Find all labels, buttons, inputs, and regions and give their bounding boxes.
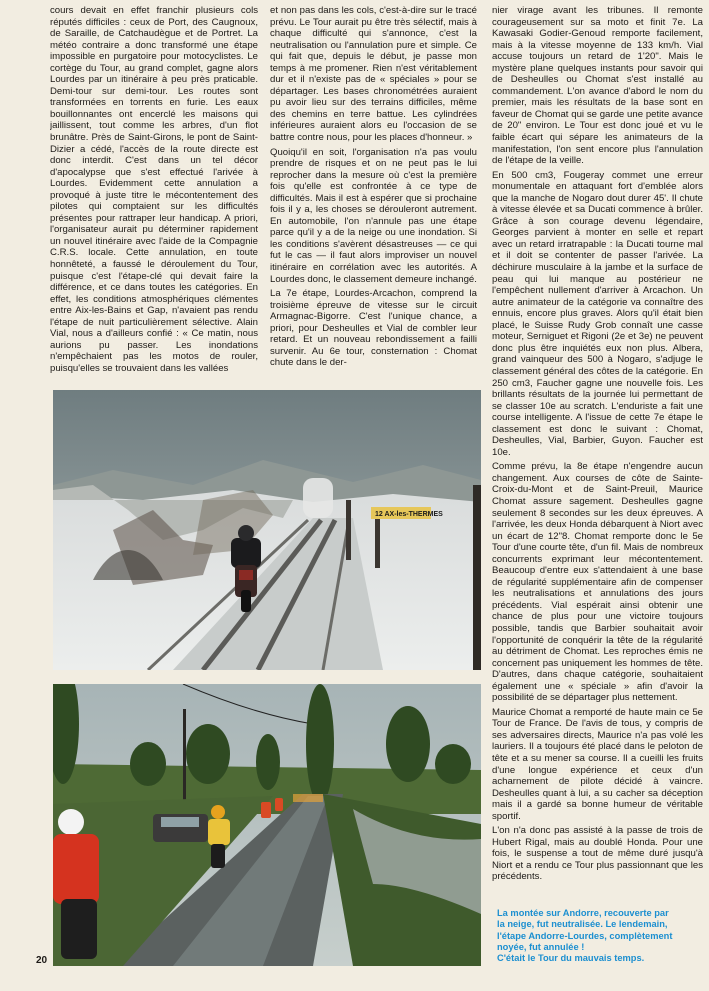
page-number: 20 (36, 955, 48, 966)
snow-road-image (53, 390, 481, 670)
caption-line: l'étape Andorre-Lourdes, complètement (497, 930, 673, 941)
road-sign: 12 AX-les-THERMES (375, 511, 443, 518)
paragraph: Maurice Chomat a remporté de haute main ce 5e Tour de France. De l'avis de tous, y compris de ses adversaires directs, Maurice n'a pas volé les lauriers. Il a toujours été placé dans le peloton de tête et a su mener sa course. Il a cueilli les fruits d'une longue expérience et ceux d'un acharnement de pilote décidé à vaincre. Desheulles quant à lui, a su cacher sa déception mais il a gardé sa bonne humeur de véritable sportif. (492, 706, 703, 822)
caption-line: C'était le Tour du mauvais temps. (497, 953, 645, 964)
caption-line: La montée sur Andorre, recouverte par (497, 908, 669, 918)
flooded-road-image (53, 684, 481, 966)
article-column-1 (50, 5, 258, 388)
snow-road-photo (53, 390, 481, 670)
paragraph: et non pas dans les cols, c'est-à-dire sur le tracé prévu. Le Tour aurait pu être très sélectif, mais à chaque difficulté qui s'annonce, c'est la neutralisation ou l'annulation pure et simple. Ce qui fait que, depuis le début, je passe mon temps à me promener. Rien n'est véritablement dur et il n'existe pas de « spéciales » pour se départager. Les bases chronométrées auraient pu avoir lieu sur des terrains difficiles, même des chemins en terre battue. Les cylindrées inférieures auraient alors eu l'occasion de se battre contre nous, pour les places d'honneur. » (270, 5, 477, 144)
article-column-2 (270, 5, 477, 388)
parked-car (153, 814, 208, 842)
article-column-3 (492, 5, 703, 905)
caption-line: la neige, fut neutralisée. Le lendemain, (497, 919, 668, 930)
paragraph: Quoiqu'il en soit, l'organisation n'a pas voulu prendre de risques et on ne peut pas le lui reprocher dans la mesure où c'est la première fois qu'elle est confrontée à ce type de difficultés. Mais il est à espérer que si prochaine fois il y a, les choses se dérouleront autrement. En automobile, l'on n'annule pas une étape parce qu'il y a de la neige ou une inondation. Si les conditions s'avèrent désastreuses — ce qui fut le cas — il faut alors improviser un nouvel itinéraire en corrélation avec les autorités. A Lourdes donc, le classement demeure inchangé. (270, 146, 477, 285)
paragraph: La 7e étape, Lourdes-Arcachon, comprend la troisième épreuve de vitesse sur le circuit Armagnac-Bigorre. C'est l'unique chance, a priori, pour Desheulles et Vial de combler leur retard. Et un nouveau rebondissement a failli survenir. Au 6e tour, consternation : Chomat chute dans le der- (270, 288, 477, 369)
caption-line: noyée, fut annulée ! (497, 941, 585, 952)
paragraph: nier virage avant les tribunes. Il remonte courageusement sur sa moto et finit 7e. La Kawasaki Godier-Genoud remporte facilement, mais à la vitesse moyenne de 133 km/h. Vial accuse toujours un retard de 1'20". Mais le mystère plane quelques instants pour savoir qui de Desheulles ou Chomat s'est installé au commandement. L'on avance d'abord le nom du premier, mais les résultats de la base sont en faveur de Chomat qui se garde une petite avance de 20" environ. Le Tour est donc joué et vu le faible écart qui sépare les animateurs de la manifestation, l'on sent encore plus l'annulation de l'étape de la veille. (492, 5, 703, 167)
paragraph: Comme prévu, la 8e étape n'engendre aucun changement. Aux courses de côte de Sainte-Croix-du-Mont et de Saint-Preuil, Maurice Chomat assure sagement. Desheulles gagne seulement 8 secondes sur les deux épreuves. A l'arrivée, les deux Honda débarquent à Niort avec un écart de 12"8. Chomat remporte donc le 5e Tour d'une courte tête, d'un fil. Mais de nombreux concurrents exprimant leur mécontentement. Beaucoup d'entre eux s'attendaient à une base de régularité supplémentaire afin de compenser les neutralisations et annulations des jours précédents. Vial espérait ainsi obtenir une chance de plus pour une victoire toujours possible, tandis que Barbier souhaitait avoir l'opportunité de conquérir la tête de la régularité au détriment de Chomat. Les reproches émis ne concernent pas uniquement les hommes de tête. D'autres, dans chaque catégorie, souhaitaient également une « spéciale » afin d'avoir la possibilité de se départager plus nettement. (492, 461, 703, 704)
paragraph: En 500 cm3, Fougeray commet une erreur monumentale en attaquant fort d'emblée alors que la manche de Nogaro dout durer 45'. Il chute à vitesse élevée et sa Ducati commence à brûler. Grâce à son courage devenu légendaire, Georges parvient à monter en selle et repart avec un retard irratrapable : la Ducati tourne mal et il doit se contenter de passer l'arivée. La déchirure musculaire à la jambe et la surface de peau qui lui manque au postérieur ne l'empêchent nullement d'arriver à Arcachon. Un autre animateur de la catégorie va connaître des ennuis, encore plus graves. Alors qu'il était bien placé, le Suisse Rudy Grob connaît une casse moteur, Serniguet et Rigoni (2e et 3e) ne peuvent donc plus être inquiétés eux non plus. Albera, grand vainqueur des 500 à Nogaro, s'adjuge le classement général des côtes de la catégorie. En 250 cm3, Faucher gagne une nouvelle fois. Les brillants résultats de la journée lui permettant de se classer 10e au scratch. L'enduriste a fait une course intelligente. A l'issue de cette 7e étape le classement est donc le suivant : Chomat, Desheulles, Vial, Barbier, Guyon. Faucher est 10e. (492, 169, 703, 458)
paragraph: L'on n'a donc pas assisté à la passe de trois de Hubert Rigal, mais au doublé Honda. Pour une fois, le suspense a tout de même duré jusqu'à Niort et a rendu ce Tour plus passionnant que les précédents. (492, 825, 703, 883)
paragraph: cours devait en effet franchir plusieurs cols réputés difficiles : ceux de Port, des Caugnoux, de Saraille, de Catchaudègue et de Portret. La météo contraire a donc transformé une étape impossible en purgatoire pour motocyclistes. Le cortège du Tour, au grand complet, gagne alors Lourdes par un itinéraire à peu près praticable. Demi-tour sur demi-tour. Les routes sont transformées en torrents en furie. Les eaux bouillonnantes ont encerclé les maisons qui jaillissent, tout comme les arbres, d'un flot brunâtre. Près de Saint-Girons, le pont de Saint-Dizier a cédé, l'accès de la route directe est donc interdit. C'est dans un tel décor d'apocalypse que s'est effectué l'arivée à Lourdes. Evidemment cette annulation a provoqué à juste titre le mécontentement des pilotes qui comptaient sur les difficultés présentes pour rattraper leur handicap. A priori, l'organisateur aurait pu déterminer rapidement un nouvel itinéraire avec l'aide de la Compagnie C.R.S. locale. Cette annulation, en toute honnêteté, a faussé le déroulement du Tour, puisque c'est l'étape-clé qui devait faire la différence, et ce dans toutes les catégories. En effet, les conditions atmosphériques clémentes entre Aix-les-Bains et Gap, n'avaient pas rendu l'étape de nuit particulièrement sélective. Alain Vial, nous a d'ailleurs confié : « Ce matin, nous aurions pu passer. Les inondations n'empêchaient pas les motos de rouler, puisqu'elles se trouvaient dans les vallées (50, 5, 258, 374)
flooded-road-photo (53, 684, 481, 966)
photo-caption (497, 908, 703, 964)
